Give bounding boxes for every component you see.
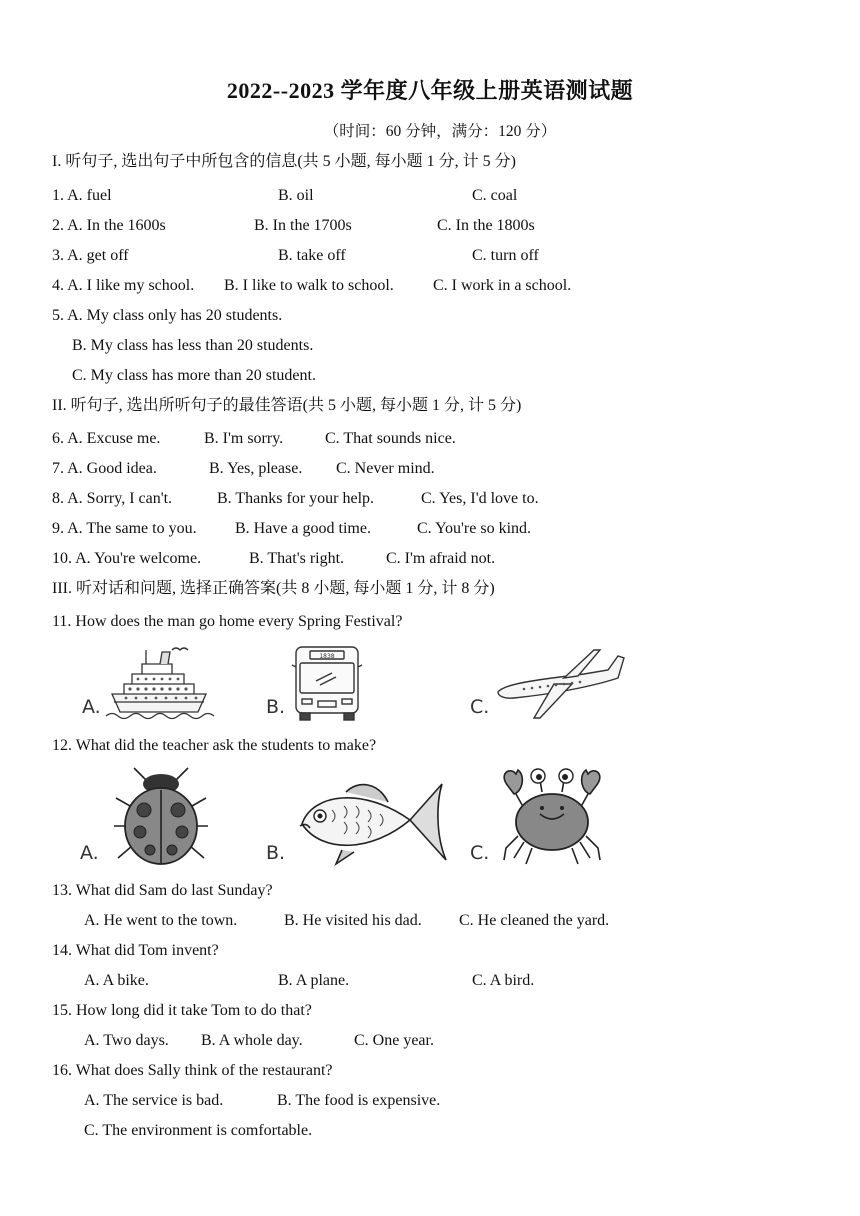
- q5-option-a: 5. A. My class only has 20 students.: [52, 307, 283, 324]
- q9-option-c: C. You're so kind.: [417, 520, 532, 537]
- bus-route-number: 1838: [319, 653, 335, 660]
- q7-option-b: B. Yes, please.: [209, 460, 303, 477]
- q10-option-c: C. I'm afraid not.: [386, 550, 496, 567]
- q16-option-b: B. The food is expensive.: [277, 1092, 441, 1109]
- ladybug-icon: [110, 766, 212, 868]
- q13-option-a: A. He went to the town.: [84, 912, 238, 929]
- q12-stem: 12. What did the teacher ask the students to make?: [52, 737, 377, 754]
- plane-icon: [494, 644, 624, 722]
- q11-label-a: A.: [82, 696, 101, 718]
- q10-option-b: B. That's right.: [249, 550, 345, 567]
- q11-label-b: B.: [266, 696, 286, 718]
- q13-option-c: C. He cleaned the yard.: [459, 912, 610, 929]
- q7-option-a: 7. A. Good idea.: [52, 460, 157, 477]
- q16-option-a: A. The service is bad.: [84, 1092, 224, 1109]
- q14-option-b: B. A plane.: [278, 972, 350, 989]
- q8-option-c: C. Yes, I'd love to.: [421, 490, 539, 507]
- q4-option-b: B. I like to walk to school.: [224, 277, 394, 294]
- section-2-heading: II. 听句子, 选出所听句子的最佳答语(共 5 小题, 每小题 1 分, 计 5 分): [52, 397, 522, 414]
- q14-option-c: C. A bird.: [472, 972, 535, 989]
- bus-icon: [292, 643, 362, 723]
- q13-option-b: B. He visited his dad.: [284, 912, 422, 929]
- q6-option-a: 6. A. Excuse me.: [52, 430, 161, 447]
- q14-stem: 14. What did Tom invent?: [52, 942, 219, 959]
- q16-option-c: C. The environment is comfortable.: [84, 1122, 313, 1139]
- q12-label-b: B.: [266, 842, 286, 864]
- q8-option-b: B. Thanks for your help.: [217, 490, 375, 507]
- q4-option-c: C. I work in a school.: [433, 277, 572, 294]
- q14-option-a: A. A bike.: [84, 972, 149, 989]
- section-3-heading: III. 听对话和问题, 选择正确答案(共 8 小题, 每小题 1 分, 计 8 分): [52, 580, 495, 597]
- q2-option-a: 2. A. In the 1600s: [52, 217, 166, 234]
- q1-option-c: C. coal: [472, 187, 518, 204]
- q15-option-c: C. One year.: [354, 1032, 434, 1049]
- q11-stem: 11. How does the man go home every Spring Festival?: [52, 613, 403, 630]
- q1-option-b: B. oil: [278, 187, 314, 204]
- q12-label-a: A.: [80, 842, 99, 864]
- q10-option-a: 10. A. You're welcome.: [52, 550, 202, 567]
- q15-option-a: A. Two days.: [84, 1032, 169, 1049]
- q15-stem: 15. How long did it take Tom to do that?: [52, 1002, 312, 1019]
- q5-option-b: B. My class has less than 20 students.: [72, 337, 314, 354]
- q1-option-a: 1. A. fuel: [52, 187, 112, 204]
- q2-option-b: B. In the 1700s: [254, 217, 352, 234]
- q3-option-a: 3. A. get off: [52, 247, 129, 264]
- q15-option-b: B. A whole day.: [201, 1032, 303, 1049]
- q6-option-c: C. That sounds nice.: [325, 430, 456, 447]
- q6-option-b: B. I'm sorry.: [204, 430, 284, 447]
- exam-subtitle: （时间：60 分钟，满分：120 分）: [323, 123, 557, 140]
- q7-option-c: C. Never mind.: [336, 460, 435, 477]
- q13-stem: 13. What did Sam do last Sunday?: [52, 882, 273, 899]
- q3-option-b: B. take off: [278, 247, 346, 264]
- q12-label-c: C.: [470, 842, 490, 864]
- page-title: 2022--2023 学年度八年级上册英语测试题: [226, 78, 634, 103]
- q4-option-a: 4. A. I like my school.: [52, 277, 195, 294]
- q9-option-b: B. Have a good time.: [235, 520, 371, 537]
- q8-option-a: 8. A. Sorry, I can't.: [52, 490, 173, 507]
- section-1-heading: I. 听句子, 选出句子中所包含的信息(共 5 小题, 每小题 1 分, 计 5 分): [52, 153, 516, 170]
- q16-stem: 16. What does Sally think of the restaurant?: [52, 1062, 333, 1079]
- q3-option-c: C. turn off: [472, 247, 539, 264]
- fish-icon: [292, 780, 452, 866]
- q2-option-c: C. In the 1800s: [437, 217, 535, 234]
- ship-icon: [106, 646, 214, 722]
- q5-option-c: C. My class has more than 20 student.: [72, 367, 316, 384]
- q11-label-c: C.: [470, 696, 490, 718]
- crab-icon: [498, 766, 606, 868]
- q9-option-a: 9. A. The same to you.: [52, 520, 197, 537]
